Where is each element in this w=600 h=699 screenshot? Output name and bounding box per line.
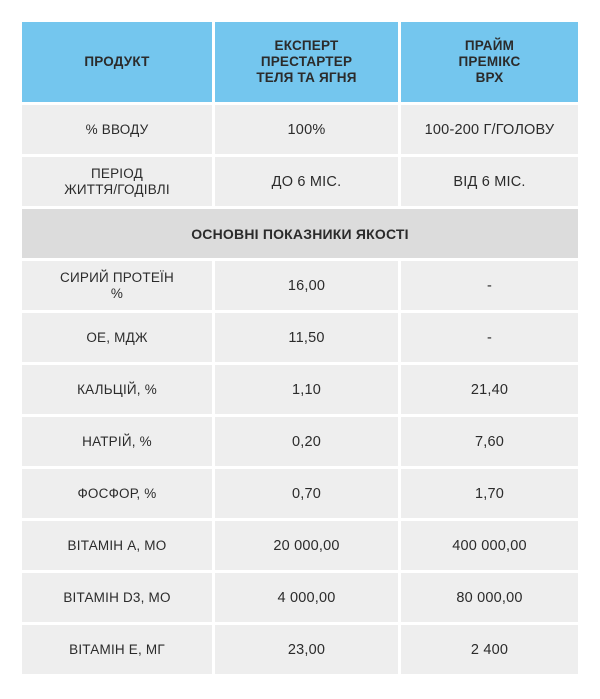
row-label-sodium: НАТРІЙ, %: [22, 417, 212, 466]
header-prime-text: ПРАЙМ ПРЕМІКС ВРХ: [458, 38, 521, 85]
header-product-text: ПРОДУКТ: [84, 54, 150, 69]
row-prime-calcium: 21,40: [401, 365, 578, 414]
header-expert: [215, 22, 398, 102]
row-label-vitamin-e: ВІТАМІН Е, МГ: [22, 625, 212, 674]
comparison-table: [22, 22, 578, 674]
row-prime-phosphorus: 1,70: [401, 469, 578, 518]
row-label-period: ПЕРІОД ЖИТТЯ/ГОДІВЛІ: [22, 157, 212, 206]
row-prime-protein: -: [401, 261, 578, 310]
row-expert-calcium: 1,10: [215, 365, 398, 414]
row-prime-period: ВІД 6 МІС.: [401, 157, 578, 206]
row-expert-phosphorus: 0,70: [215, 469, 398, 518]
row-label-protein: СИРИЙ ПРОТЕЇН %: [22, 261, 212, 310]
row-label-vitamin-d3: ВІТАМІН D3, МО: [22, 573, 212, 622]
row-prime-vitamin-a: 400 000,00: [401, 521, 578, 570]
row-expert-input: 100%: [215, 105, 398, 154]
header-prime: [401, 22, 578, 102]
row-expert-sodium: 0,20: [215, 417, 398, 466]
section-title: ОСНОВНІ ПОКАЗНИКИ ЯКОСТІ: [22, 209, 578, 258]
row-expert-vitamin-e: 23,00: [215, 625, 398, 674]
header-expert-text: ЕКСПЕРТ ПРЕСТАРТЕР ТЕЛЯ ТА ЯГНЯ: [256, 38, 357, 85]
header-product: [22, 22, 212, 102]
row-prime-vitamin-e: 2 400: [401, 625, 578, 674]
row-label-calcium: КАЛЬЦІЙ, %: [22, 365, 212, 414]
row-expert-period: ДО 6 МІС.: [215, 157, 398, 206]
row-label-phosphorus: ФОСФОР, %: [22, 469, 212, 518]
row-prime-sodium: 7,60: [401, 417, 578, 466]
row-expert-protein: 16,00: [215, 261, 398, 310]
row-expert-vitamin-d3: 4 000,00: [215, 573, 398, 622]
row-expert-vitamin-a: 20 000,00: [215, 521, 398, 570]
row-prime-energy: -: [401, 313, 578, 362]
row-label-vitamin-a: ВІТАМІН А, МО: [22, 521, 212, 570]
row-expert-energy: 11,50: [215, 313, 398, 362]
row-prime-vitamin-d3: 80 000,00: [401, 573, 578, 622]
row-prime-input: 100-200 Г/ГОЛОВУ: [401, 105, 578, 154]
row-label-input: % ВВОДУ: [22, 105, 212, 154]
row-label-energy: ОЕ, МДЖ: [22, 313, 212, 362]
